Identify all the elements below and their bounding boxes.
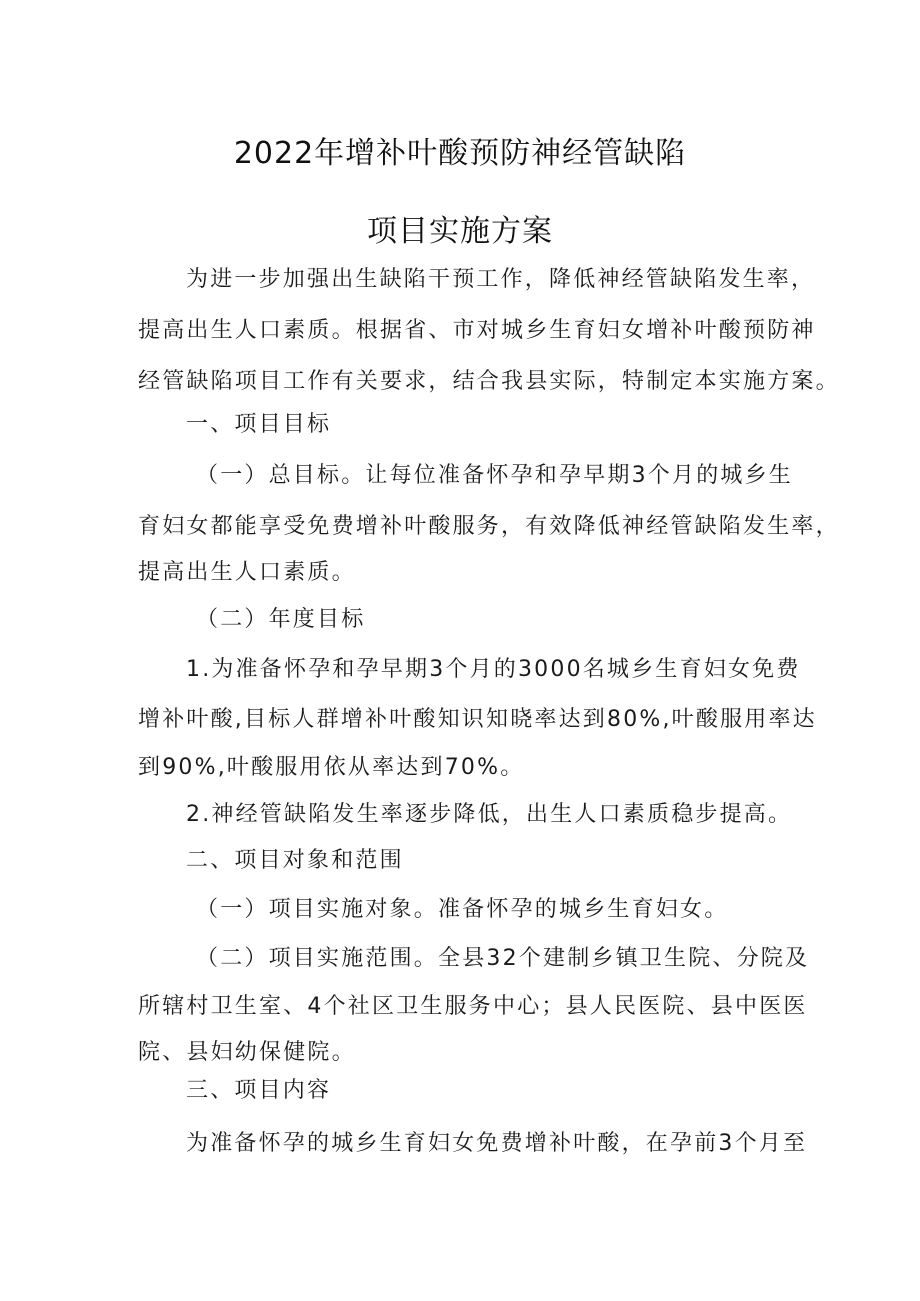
paragraph-line: 经管缺陷项目工作有关要求，结合我县实际，特制定本实施方案。	[138, 369, 840, 394]
paragraph-line: 提高出生人口素质。	[138, 560, 356, 585]
paragraph-line: 院、县妇幼保健院。	[138, 1040, 356, 1065]
paragraph-line: 增补叶酸,目标人群增补叶酸知识知晓率达到80%,叶酸服用率达	[138, 707, 817, 732]
document-title-line-2: 项目实施方案	[367, 214, 553, 249]
subsection-heading: （二）年度目标	[196, 607, 366, 632]
paragraph-line: （二）项目实施范围。全县32个建制乡镇卫生院、分院及	[196, 946, 810, 971]
paragraph-line: 到90%,叶酸服用依从率达到70%。	[138, 755, 525, 780]
section-heading: 三、项目内容	[186, 1078, 332, 1103]
paragraph-line: 育妇女都能享受免费增补叶酸服务，有效降低神经管缺陷发生率，	[138, 514, 840, 539]
paragraph-line: 提高出生人口素质。根据省、市对城乡生育妇女增补叶酸预防神	[138, 318, 816, 343]
paragraph-line: （一）项目实施对象。准备怀孕的城乡生育妇女。	[196, 897, 729, 922]
paragraph-line: （一）总目标。让每位准备怀孕和孕早期3个月的城乡生	[196, 463, 793, 488]
document-title-line-1: 2022年增补叶酸预防神经管缺陷	[233, 136, 687, 171]
paragraph-line: 为进一步加强出生缺陷干预工作，降低神经管缺陷发生率，	[186, 267, 816, 292]
section-heading: 一、项目目标	[186, 412, 332, 437]
paragraph-line: 所辖村卫生室、4个社区卫生服务中心；县人民医院、县中医医	[138, 994, 808, 1019]
section-heading: 二、项目对象和范围	[186, 848, 404, 873]
paragraph-line: 为准备怀孕的城乡生育妇女免费增补叶酸，在孕前3个月至	[186, 1131, 808, 1156]
paragraph-line: 2.神经管缺陷发生率逐步降低，出生人口素质稳步提高。	[186, 802, 793, 827]
paragraph-line: 1.为准备怀孕和孕早期3个月的3000名城乡生育妇女免费	[186, 657, 801, 682]
